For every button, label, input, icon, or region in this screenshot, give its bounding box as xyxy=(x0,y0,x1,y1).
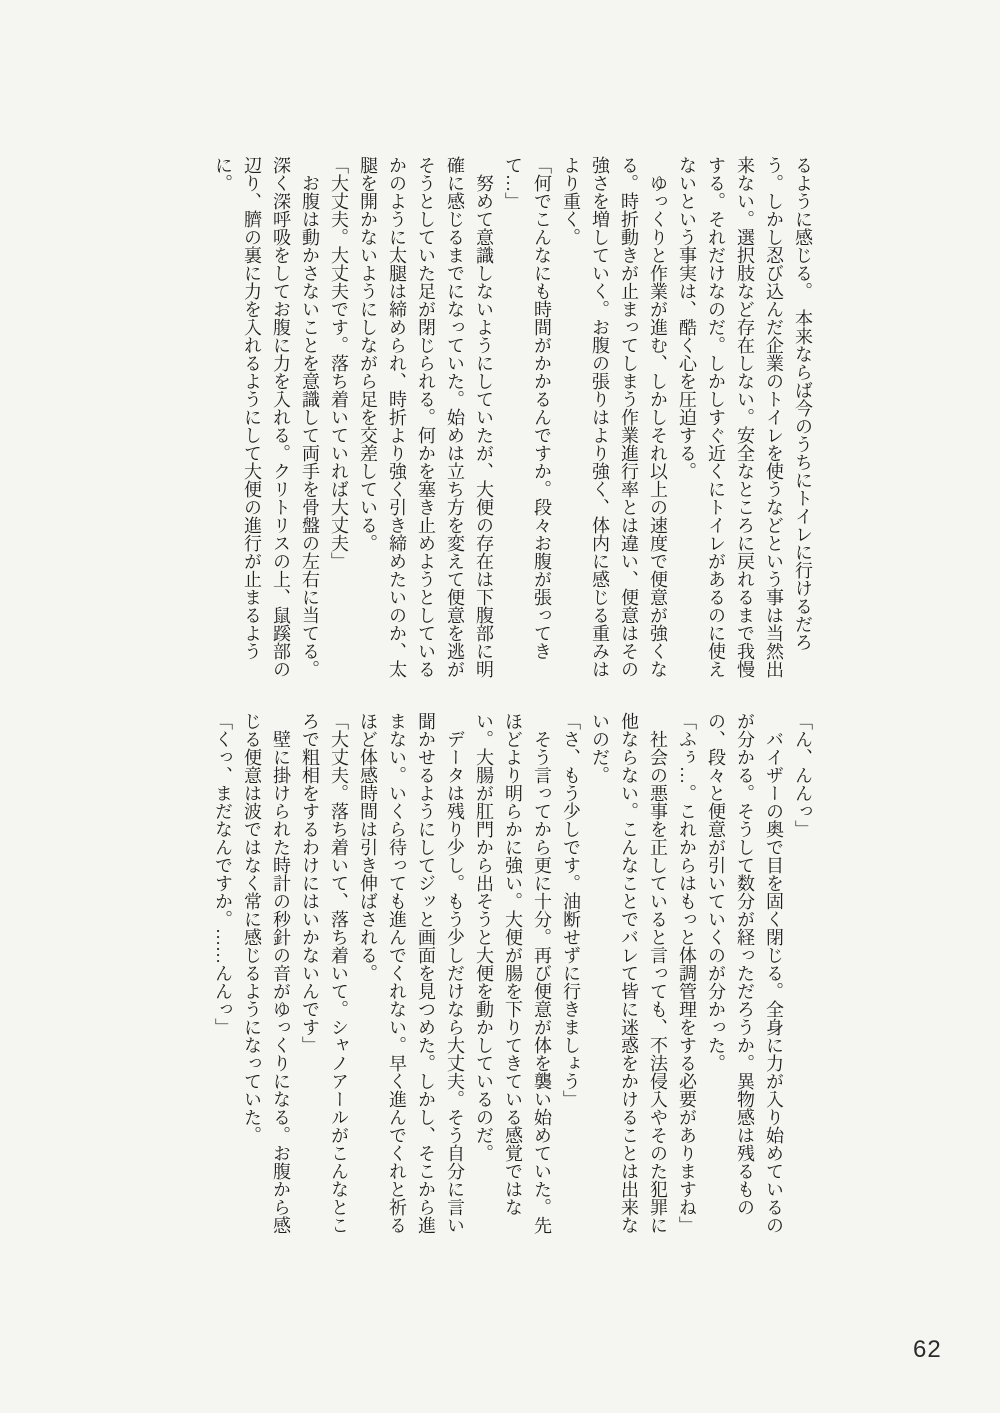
paragraph: ゆっくりと作業が進む、しかしそれ以上の速度で便意が強くなる。時折動きが止まってしまう作業進行率とは違い、便意はその強さを増していく。お腹の張りはより強く、体内に感じる重みはより重く。 xyxy=(561,156,668,678)
paragraph: お腹は動かさないことを意識して両手を骨盤の左右に当てる。深く深呼吸をしてお腹に力を入れる。クリトリスの上、鼠蹊部の辺り、臍の裏に力を入れるようにして大便の進行が止まるように。 xyxy=(213,156,320,678)
paragraph: 努めて意識しないようにしていたが、大便の存在は下腹部に明確に感じるまでになっていた。始めは立ち方を変えて便意を逃がそうとしていた足が閉じられる。何かを塞き止めようとしているかのように太腿は締められ、時折より強く引き締めたいのか、太腿を開かないようにしながら足を交差している。 xyxy=(358,156,494,678)
text-block-bottom xyxy=(117,712,817,1234)
paragraph: 「さ、もう少しです。油断せずに行きましょう」 xyxy=(561,712,581,1108)
paragraph: データは残り少し。もう少しだけなら大丈夫。そう自分に言い聞かせるようにしてジッと画面を見つめた。しかし、そこから進まない。いくら待っても進んでくれない。早く進んでくれと祈るほど体感時間は引き伸ばされる。 xyxy=(358,712,465,1234)
page-number: 62 xyxy=(913,1336,942,1363)
text-block-top xyxy=(117,156,817,678)
paragraph: 「ん、んんっ」 xyxy=(793,712,813,838)
paragraph: 「くっ、まだなんですか。……んんっ」 xyxy=(213,712,233,1036)
paragraph: 「大丈夫。落ち着いて、落ち着いて。シャノアールがこんなところで粗相をするわけにはいかないんです」 xyxy=(300,712,349,1234)
paragraph: 社会の悪事を正していると言っても、不法侵入やそのた犯罪に他ならない。こんなことでバレて皆に迷惑をかけることは出来ないのだ。 xyxy=(590,712,668,1234)
paragraph: 「何でこんなにも時間がかかるんですか。段々お腹が張ってきて…」 xyxy=(503,156,552,660)
paragraph: 「ふぅ…。これからはもっと体調管理をする必要がありますね」 xyxy=(677,712,697,1234)
paragraph: バイザーの奥で目を固く閉じる。全身に力が入り始めているのが分かる。そうして数分が経っただろうか。異物感は残るものの、段々と便意が引いていくのが分かった。 xyxy=(706,712,784,1234)
paragraph: そう言ってから更に十分。再び便意が体を襲い始めていた。先ほどより明らかに強い。大便が腸を下りてきている感覚ではない。大腸が肛門から出そうと大便を動かしているのだ。 xyxy=(474,712,552,1234)
paragraph: 「大丈夫。大丈夫です。落ち着いていれば大丈夫」 xyxy=(329,156,349,570)
paragraph: るように感じる。 本来ならば今のうちにトイレに行けるだろう。しかし忍び込んだ企業のトイレを使うなどという事は当然出来ない。選択肢など存在しない。安全なところに戻れるまで我慢する。それだけなのだ。しかしすぐ近くにトイレがあるのに使えないという事実は、酷く心を圧迫する。 xyxy=(677,156,813,678)
paragraph: 壁に掛けられた時計の秒針の音がゆっくりになる。お腹から感じる便意は波ではなく常に感じるようになっていた。 xyxy=(242,712,291,1234)
